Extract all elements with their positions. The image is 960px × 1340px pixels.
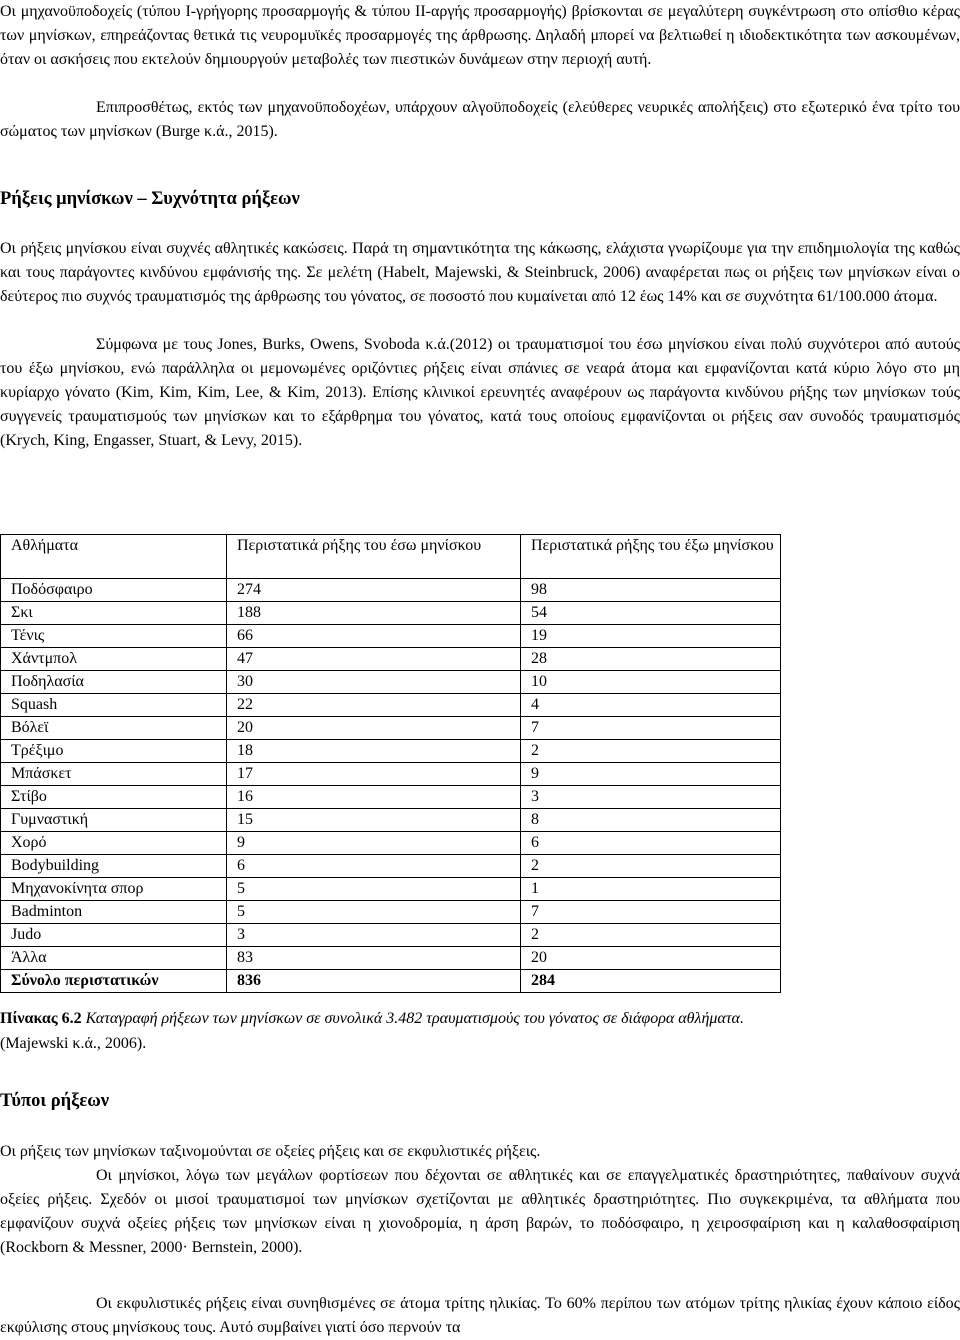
table-cell-lateral: 19: [521, 625, 781, 648]
table-header-row: [1, 535, 781, 579]
table-cell-medial: 9: [227, 832, 521, 855]
table-cell-sport: Άλλα: [1, 947, 227, 970]
table-row: [1, 763, 781, 786]
table-caption: [0, 1006, 960, 1056]
table-row: [1, 694, 781, 717]
table-header-sport: Αθλήματα: [1, 535, 227, 579]
table-cell-lateral: 7: [521, 717, 781, 740]
table-cell-medial: 30: [227, 671, 521, 694]
table-cell-sport: Χάντμπολ: [1, 648, 227, 671]
paragraph-tear-classification: Οι ρήξεις των μηνίσκων ταξινομούνται σε οξείες ρήξεις και σε εκφυλιστικές ρήξεις.: [0, 1143, 541, 1160]
table-cell-sport: Squash: [1, 694, 227, 717]
table-cell-lateral: 7: [521, 901, 781, 924]
table-cell-medial: 66: [227, 625, 521, 648]
table-cell-lateral: 20: [521, 947, 781, 970]
table-row: [1, 602, 781, 625]
table-row: [1, 924, 781, 947]
table-cell-medial: 16: [227, 786, 521, 809]
paragraph-degenerative-tears: Οι εκφυλιστικές ρήξεις είναι συνηθισμένες σε άτομα τρίτης ηλικίας. Το 60% περίπου των ατόμων τρίτης ηλικίας έχουν κάποιο είδος εκφύλισης στους μηνίσκους τους. Αυτό συμβαίνει γιατί όσο περνούν τα: [0, 1295, 960, 1336]
table-row: [1, 878, 781, 901]
table-cell-lateral: 9: [521, 763, 781, 786]
table-cell-sport: Judo: [1, 924, 227, 947]
caption-source: (Majewski κ.ά., 2006).: [0, 1035, 147, 1052]
table-row: [1, 625, 781, 648]
table-cell-sport: Τρέξιμο: [1, 740, 227, 763]
table-row: [1, 579, 781, 602]
caption-text: Καταγραφή ρήξεων των μηνίσκων σε συνολικά 3.482 τραυματισμούς του γόνατος σε διάφορα αθλήματα.: [85, 1010, 744, 1027]
table-cell-lateral: 2: [521, 855, 781, 878]
table-cell-medial: 22: [227, 694, 521, 717]
table-cell-lateral: 2: [521, 740, 781, 763]
table-cell-lateral: 1: [521, 878, 781, 901]
table-cell-lateral: 4: [521, 694, 781, 717]
table-row: [1, 901, 781, 924]
table-row: [1, 648, 781, 671]
table-cell-lateral: 10: [521, 671, 781, 694]
table-cell-sport: Ποδηλασία: [1, 671, 227, 694]
table-total-label: Σύνολο περιστατικών: [1, 970, 227, 993]
table-cell-medial: 17: [227, 763, 521, 786]
paragraph-tear-epidemiology: Οι ρήξεις μηνίσκου είναι συχνές αθλητικές κακώσεις. Παρά τη σημαντικότητα της κάκωσης, ελάχιστα γνωρίζουμε για την επιδημιολογία της καθώς και τους παράγοντες κινδύνου εμφάνισής της. Σε μελέτη (Habelt, Majewski, & Steinbruck, 2006) αναφέρεται πως οι ρήξεις των μηνίσκων είναι ο δεύτερος πιο συχνός τραυματισμός της άρθρωσης του γόνατος, σε ποσοστό που κυμαίνεται από 12 έως 14% και σε συχνότητα 61/100.000 άτομα.: [0, 240, 960, 305]
table-cell-lateral: 2: [521, 924, 781, 947]
section-heading-tears-frequency: Ρήξεις μηνίσκων – Συχνότητα ρήξεων: [0, 189, 300, 209]
table-cell-sport: Μπάσκετ: [1, 763, 227, 786]
table-cell-medial: 20: [227, 717, 521, 740]
paragraph-medial-lateral: Σύμφωνα με τους Jones, Burks, Owens, Svoboda κ.ά.(2012) οι τραυματισμοί του έσω μηνίσκου είναι πολύ συχνότεροι από αυτούς του έξω μηνίσκου, ενώ παράλληλα οι μεμονωμένες οριζόντιες ρήξεις είναι σπάνιες σε νεαρά άτομα και εμφανίζονται κατά κύριο λόγο στο μη κυρίαρχο γόνατο (Kim, Kim, Kim, Lee, & Kim, 2013). Επίσης κλινικοί ερευνητές αναφέρουν ως παράγοντα κινδύνου ρήξης των μηνίσκων τούς συγγενείς τραυματισμούς των μηνίσκων και το εξάρθρημα του γόνατος, κατά τους οποίους εμφανίζονται οι ρήξεις σαν συνοδός τραυματισμός (Krych, King, Engasser, Stuart, & Levy, 2015).: [0, 336, 960, 449]
injury-table: [0, 534, 781, 993]
table-cell-sport: Τένις: [1, 625, 227, 648]
table-cell-sport: Στίβο: [1, 786, 227, 809]
table-row: [1, 855, 781, 878]
table-total-row: [1, 970, 781, 993]
table-cell-medial: 18: [227, 740, 521, 763]
table-total-medial: 836: [227, 970, 521, 993]
table-cell-lateral: 6: [521, 832, 781, 855]
table-cell-sport: Ποδόσφαιρο: [1, 579, 227, 602]
table-cell-medial: 15: [227, 809, 521, 832]
table-row: [1, 809, 781, 832]
table-cell-lateral: 8: [521, 809, 781, 832]
table-cell-sport: Βόλεϊ: [1, 717, 227, 740]
table-cell-medial: 5: [227, 901, 521, 924]
section-heading-tear-types: Τύποι ρήξεων: [0, 1091, 110, 1111]
table-cell-lateral: 98: [521, 579, 781, 602]
table-cell-sport: Χορό: [1, 832, 227, 855]
table-total-lateral: 284: [521, 970, 781, 993]
table-cell-lateral: 54: [521, 602, 781, 625]
table-cell-lateral: 3: [521, 786, 781, 809]
table-cell-sport: Γυμναστική: [1, 809, 227, 832]
table-cell-medial: 5: [227, 878, 521, 901]
table-row: [1, 832, 781, 855]
paragraph-nociceptors: Επιπροσθέτως, εκτός των μηχανοϋποδοχέων, υπάρχουν αλγοϋποδοχείς (ελεύθερες νευρικές απολήξεις) στο εξωτερικό ένα τρίτο του σώματος των μηνίσκων (Burge κ.ά., 2015).: [0, 99, 960, 140]
table-cell-medial: 83: [227, 947, 521, 970]
table-row: [1, 717, 781, 740]
table-cell-lateral: 28: [521, 648, 781, 671]
table-row: [1, 740, 781, 763]
table-cell-medial: 6: [227, 855, 521, 878]
caption-label: Πίνακας 6.2: [0, 1010, 82, 1027]
table-row: [1, 671, 781, 694]
table-cell-medial: 47: [227, 648, 521, 671]
table-cell-sport: Badminton: [1, 901, 227, 924]
paragraph-acute-tears: Οι μηνίσκοι, λόγω των μεγάλων φορτίσεων που δέχονται σε αθλητικές και σε επαγγελματικές δραστηριότητες, παθαίνουν συχνά οξείες ρήξεις. Σχεδόν οι μισοί τραυματισμοί των μηνίσκων σχετίζονται με αθλητικές δραστηριότητες. Πιο συγκεκριμένα, τα αθλήματα που εμφανίζουν συχνά οξείες ρήξεις των μηνίσκων είναι η χιονοδρομία, η άρση βαρών, το ποδόσφαιρο, η χειροσφαίριση και η καλαθοσφαίριση (Rockborn & Messner, 2000· Bernstein, 2000).: [0, 1167, 960, 1256]
table-cell-medial: 188: [227, 602, 521, 625]
table-cell-sport: Μηχανοκίνητα σπορ: [1, 878, 227, 901]
table-cell-medial: 274: [227, 579, 521, 602]
table-row: [1, 947, 781, 970]
table-row: [1, 786, 781, 809]
paragraph-mechanoreceptors: Οι μηχανοϋποδοχείς (τύπου Ι-γρήγορης προσαρμογής & τύπου ΙΙ-αργής προσαρμογής) βρίσκονται σε μεγαλύτερη συγκέντρωση στο οπίσθιο κέρας των μηνίσκων, επηρεάζοντας θετικά τις νευρομυϊκές προσαρμογές της άρθρωσης. Δηλαδή μπορεί να βελτιωθεί η ιδιοδεκτικότητα των ασκουμένων, όταν οι ασκήσεις που εκτελούν δημιουργούν μεταβολές των πιεστικών δυνάμεων στην περιοχή αυτή.: [0, 3, 960, 68]
table-cell-sport: Σκι: [1, 602, 227, 625]
table-header-lateral: Περιστατικά ρήξης του έξω μηνίσκου: [521, 535, 781, 579]
table-cell-sport: Bodybuilding: [1, 855, 227, 878]
table-cell-medial: 3: [227, 924, 521, 947]
table-header-medial: Περιστατικά ρήξης του έσω μηνίσκου: [227, 535, 521, 579]
